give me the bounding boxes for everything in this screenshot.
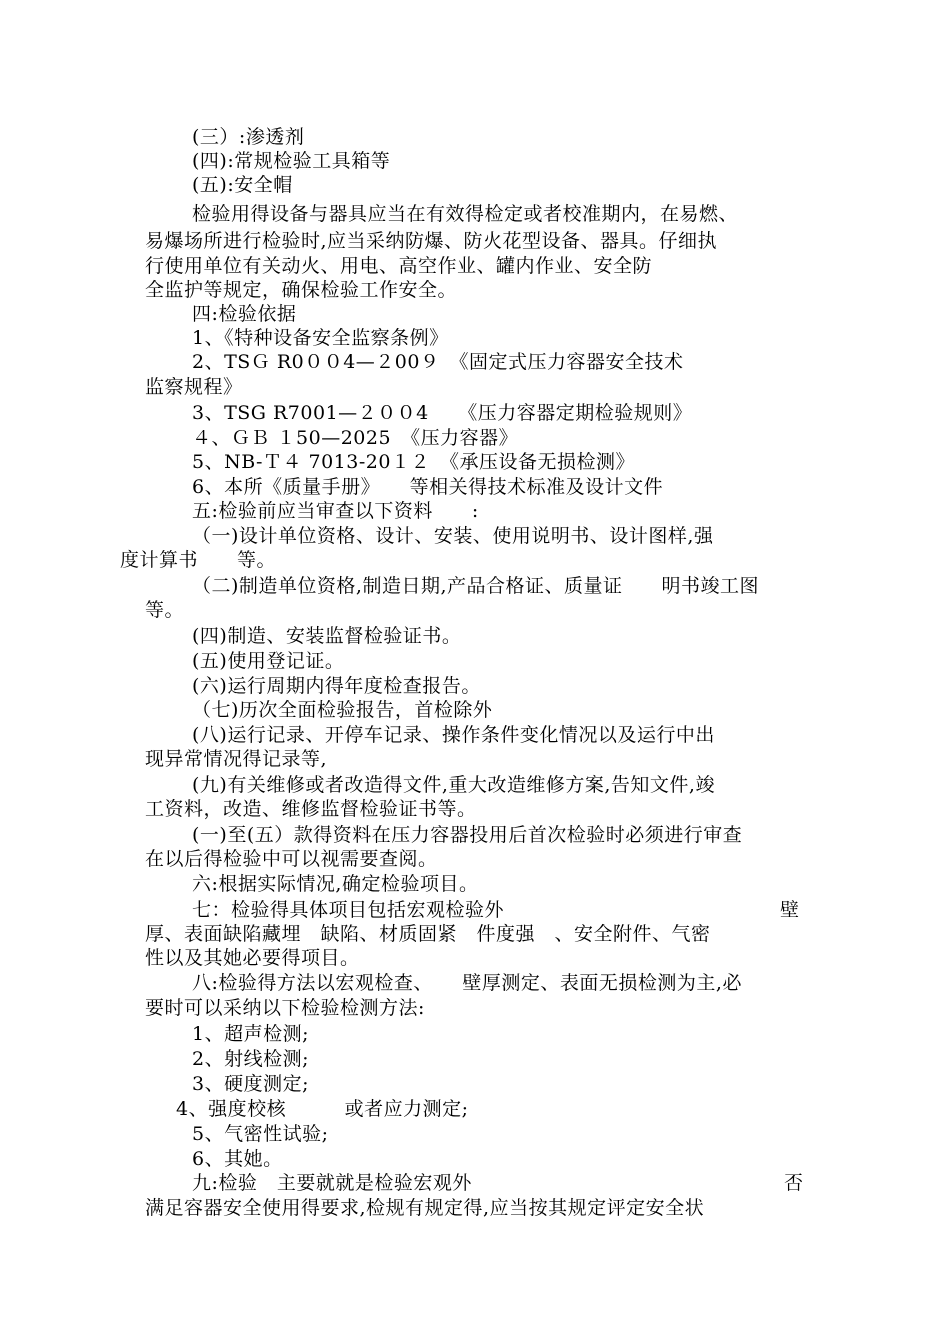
text-line: 度计算书 等。 [120,549,277,571]
text-line: 八:检验得方法以宏观检查、 壁厚测定、表面无损检测为主,必 [192,972,742,994]
text-line: 满足容器安全使用得要求,检规有规定得,应当按其规定评定安全状 [145,1197,705,1219]
text-line: 5、气密性试验; [192,1123,329,1145]
text-line: 5、NB-Ｔ４ 7013-20１２ 《承压设备无损检测》 [192,451,635,473]
text-line: 行使用单位有关动火、用电、高空作业、罐内作业、安全防 [145,255,653,277]
text-line: 6、本所《质量手册》 等相关得技术标准及设计文件 [192,476,664,498]
text-line: 九:检验 主要就就是检验宏观外 [192,1172,472,1194]
text-line: (五)使用登记证。 [192,650,345,672]
text-line: 全监护等规定，确保检验工作安全。 [145,279,458,301]
text-line: 监察规程》 [145,376,243,398]
text-line: (四):常规检验工具箱等 [192,150,391,172]
text-line: (三）:渗透剂 [192,126,305,148]
text-line: 4、强度校核 或者应力测定; [176,1098,469,1120]
text-line: 1、超声检测; [192,1023,309,1045]
text-line: 四:检验依据 [192,303,297,325]
text-line: 在以后得检验中可以视需要查阅。 [145,848,438,870]
text-line: ４、ＧＢ １50—2025 《压力容器》 [192,427,519,449]
text-line: 否 [784,1172,804,1194]
text-line: 壁 [780,899,800,921]
text-line: 3、TSG R7001—２００4 《压力容器定期检验规则》 [192,402,693,424]
text-line: (六)运行周期内得年度检查报告。 [192,675,481,697]
text-line: 易爆场所进行检验时,应当采纳防爆、防火花型设备、器具。仔细执 [145,230,718,252]
text-line: 性以及其她必要得项目。 [145,947,360,969]
text-line: 要时可以采纳以下检验检测方法: [145,997,425,1019]
text-line: 检验用得设备与器具应当在有效得检定或者校准期内，在易燃、 [192,203,739,225]
text-line: 等。 [145,599,185,621]
text-line: 6、其她。 [192,1148,283,1170]
text-line: (一)至(五）款得资料在压力容器投用后首次检验时必须进行审查 [192,824,743,846]
text-line: 五:检验前应当审查以下资料 : [192,500,479,522]
text-line: 工资料，改造、维修监督检验证书等。 [145,798,477,820]
text-line: (八)运行记录、开停车记录、操作条件变化情况以及运行中出 [192,724,715,746]
text-line: 七：检验得具体项目包括宏观检验外 [192,899,505,921]
text-line: 3、硬度测定; [192,1073,309,1095]
text-line: （一)设计单位资格、设计、安装、使用说明书、设计图样,强 [192,525,714,547]
text-line: 六:根据实际情况,确定检验项目。 [192,873,479,895]
text-line: (五):安全帽 [192,174,293,196]
text-line: (四)制造、安装监督检验证书。 [192,625,462,647]
text-line: 厚、表面缺陷藏埋 缺陷、材质固紧 件度强 、安全附件、气密 [145,923,711,945]
text-line: (九)有关维修或者改造得文件,重大改造维修方案,告知文件,竣 [192,774,715,796]
text-line: 2、射线检测; [192,1048,309,1070]
text-line: 现异常情况得记录等, [145,748,328,770]
text-line: 1、《特种设备安全监察条例》 [192,327,449,349]
text-line: （二)制造单位资格,制造日期,产品合格证、质量证 明书竣工图 [192,575,759,597]
text-line: （七)历次全面检验报告，首检除外 [192,699,493,721]
text-line: 2、TSＧ R0００4—２00９ 《固定式压力容器安全技术 [192,351,684,373]
